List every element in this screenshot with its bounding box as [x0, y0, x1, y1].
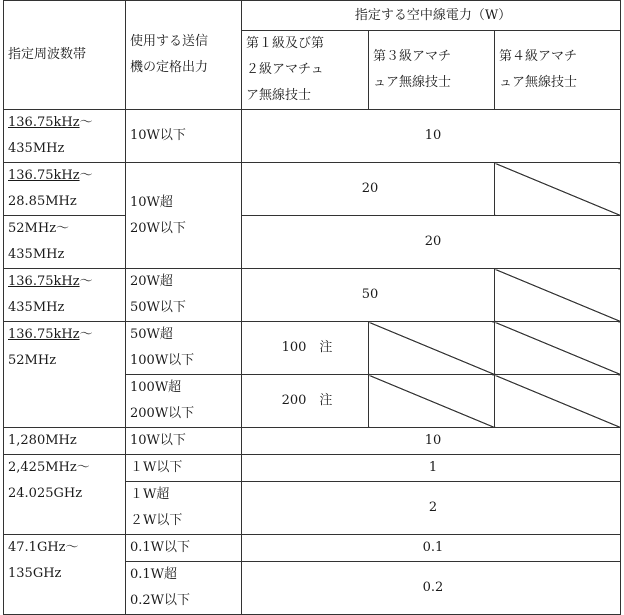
power-value: 1	[242, 455, 621, 482]
header-class-4: 第４級アマチ ュア無線技士	[495, 31, 621, 110]
freq-cell: 136.75kHz～ 435MHz	[4, 269, 126, 322]
header-class-1-2: 第１級及び第 ２級アマチュ ア無線技士	[242, 31, 369, 110]
power-value: 100 注	[242, 322, 369, 375]
freq-cell: 136.75kHz～ 52MHz	[4, 322, 126, 428]
output-cell: 10W以下	[126, 428, 242, 455]
power-value: 0.1	[242, 535, 621, 562]
power-value: 10	[242, 428, 621, 455]
power-value: 200 注	[242, 375, 369, 428]
not-applicable-slash	[495, 163, 621, 216]
output-cell: 0.1W超 0.2W以下	[126, 562, 242, 615]
power-table	[3, 0, 621, 615]
table-row	[4, 216, 621, 269]
output-cell: １W以下	[126, 455, 242, 482]
freq-cell: 2,425MHz～ 24.025GHz	[4, 455, 126, 535]
freq-cell: 52MHz～ 435MHz	[4, 216, 126, 269]
not-applicable-slash	[369, 322, 495, 375]
not-applicable-slash	[495, 269, 621, 322]
table-row	[4, 269, 621, 322]
not-applicable-slash	[495, 375, 621, 428]
power-value: 20	[242, 216, 621, 269]
output-cell: 0.1W以下	[126, 535, 242, 562]
freq-cell: 47.1GHz～ 135GHz	[4, 535, 126, 615]
not-applicable-slash	[495, 322, 621, 375]
table-row	[4, 110, 621, 163]
table-row	[4, 163, 621, 216]
output-cell: 10W以下	[126, 110, 242, 163]
header-row-1	[4, 1, 621, 31]
header-output: 使用する送信 機の定格出力	[126, 1, 242, 110]
freq-cell: 136.75kHz～ 28.85MHz	[4, 163, 126, 216]
table-row	[4, 455, 621, 482]
output-cell: 100W超 200W以下	[126, 375, 242, 428]
freq-cell: 1,280MHz	[4, 428, 126, 455]
not-applicable-slash	[369, 375, 495, 428]
power-value: 0.2	[242, 562, 621, 615]
header-freq-band: 指定周波数帯	[4, 1, 126, 110]
table-row	[4, 535, 621, 562]
output-cell: 20W超 50W以下	[126, 269, 242, 322]
power-value: 20	[242, 163, 495, 216]
output-cell: 10W超 20W以下	[126, 163, 242, 269]
power-value: 10	[242, 110, 621, 163]
table-row	[4, 322, 621, 375]
power-value: 2	[242, 482, 621, 535]
output-cell: 50W超 100W以下	[126, 322, 242, 375]
table-row	[4, 428, 621, 455]
header-power: 指定する空中線電力（W）	[242, 1, 621, 31]
freq-cell: 136.75kHz～ 435MHz	[4, 110, 126, 163]
power-value: 50	[242, 269, 495, 322]
output-cell: １W超 ２W以下	[126, 482, 242, 535]
header-class-3: 第３級アマチ ュア無線技士	[369, 31, 495, 110]
